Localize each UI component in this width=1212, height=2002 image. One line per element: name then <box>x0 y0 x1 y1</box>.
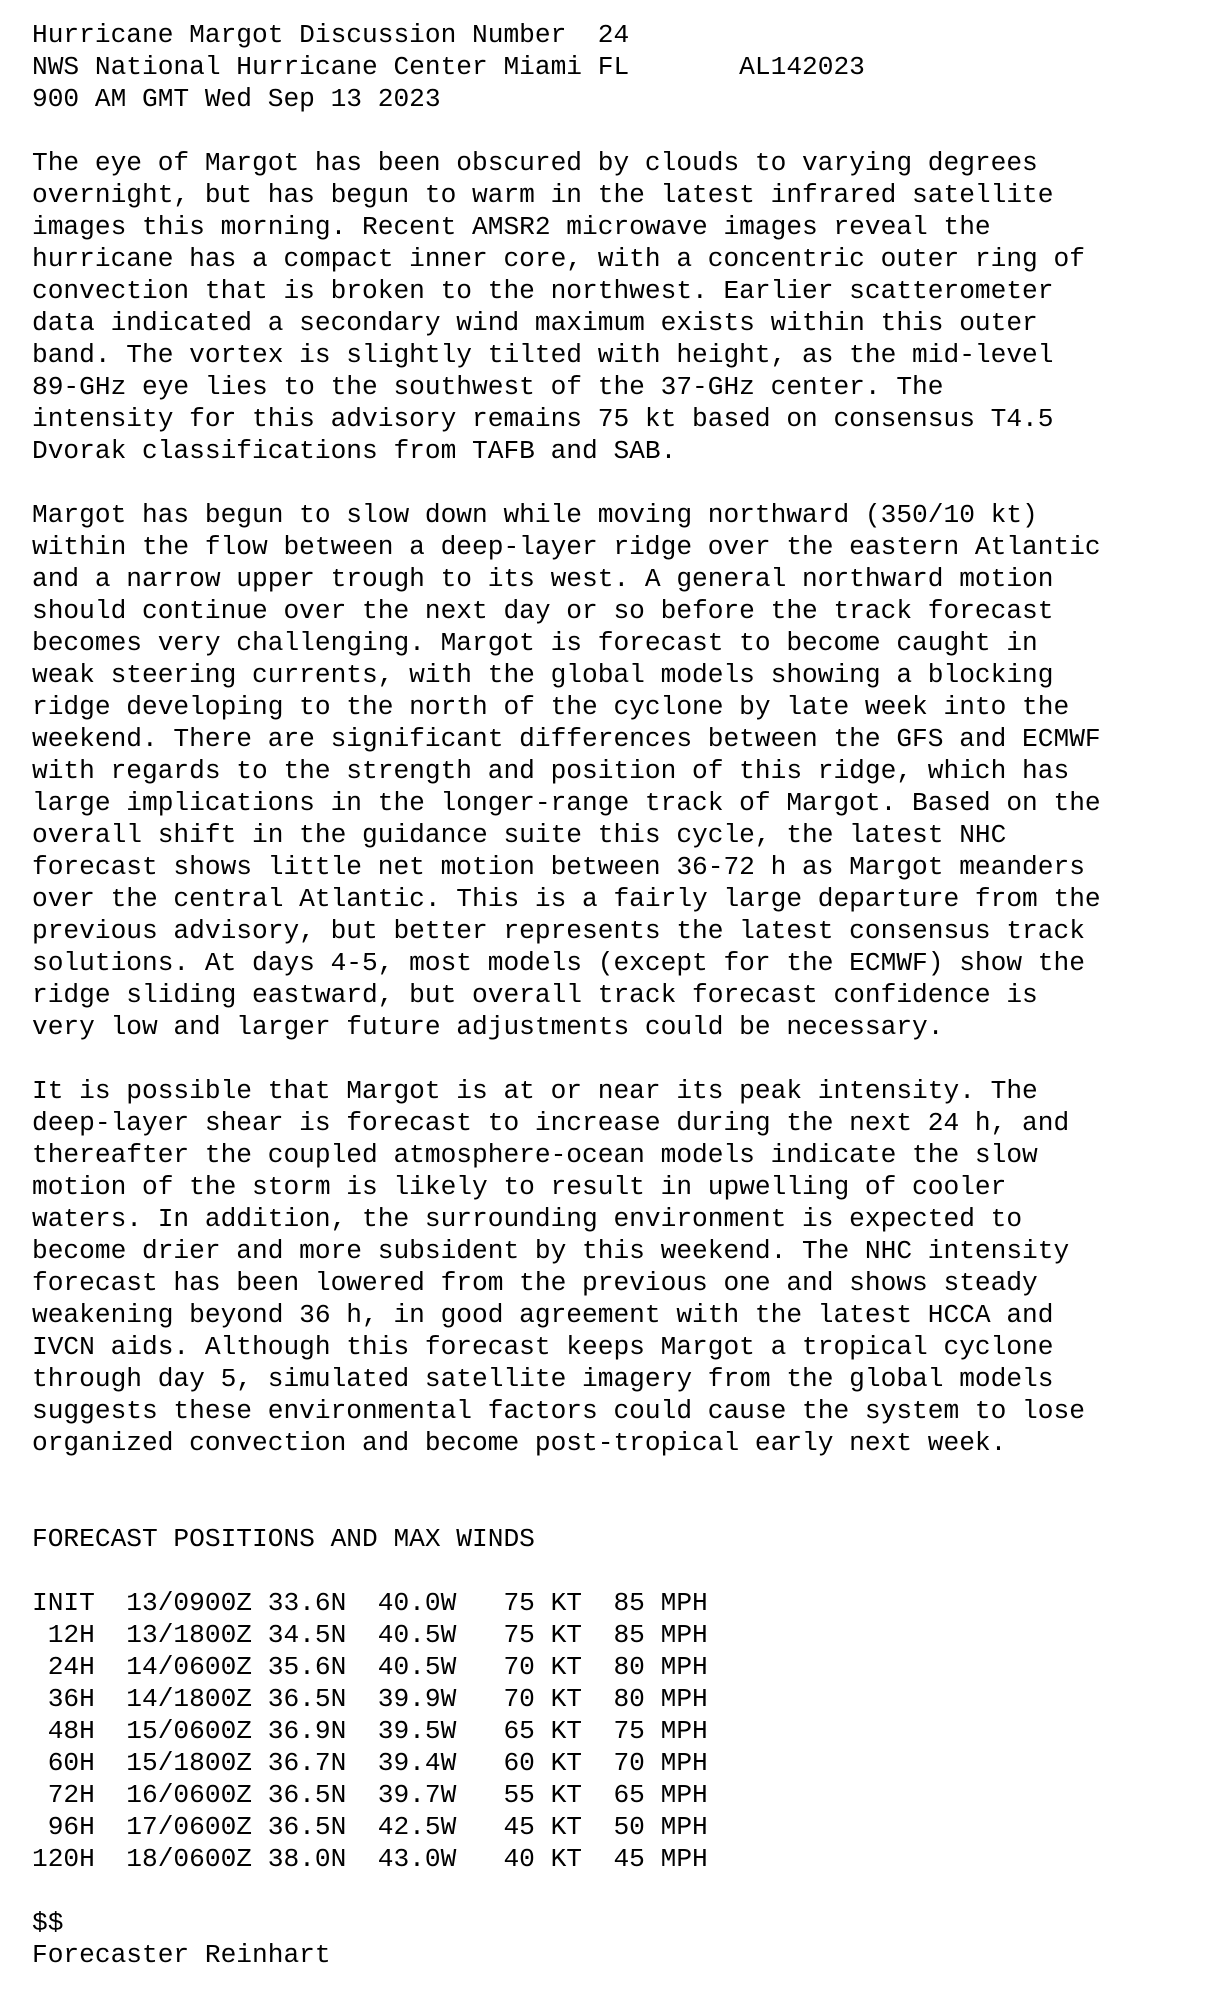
forecast-table <box>32 1587 1212 1875</box>
issuing-office: NWS National Hurricane Center Miami FL AL142023 <box>32 52 865 82</box>
spacer <box>32 115 1212 147</box>
text-line: ridge sliding eastward, but overall track forecast confidence is <box>32 980 1038 1010</box>
text-line: hurricane has a compact inner core, with a concentric outer ring of <box>32 244 1085 274</box>
forecast-row: 60H 15/1800Z 36.7N 39.4W 60 KT 70 MPH <box>32 1748 708 1778</box>
forecast-row: 24H 14/0600Z 35.6N 40.5W 70 KT 80 MPH <box>32 1652 708 1682</box>
text-line: through day 5, simulated satellite imagery from the global models <box>32 1364 1054 1394</box>
text-line: The eye of Margot has been obscured by clouds to varying degrees <box>32 148 1038 178</box>
text-line: within the flow between a deep-layer ridge over the eastern Atlantic <box>32 532 1101 562</box>
issue-time: 900 AM GMT Wed Sep 13 2023 <box>32 84 441 114</box>
text-line: with regards to the strength and position of this ridge, which has <box>32 756 1070 786</box>
product-terminator: $$ <box>32 1908 64 1938</box>
text-line: thereafter the coupled atmosphere-ocean models indicate the slow <box>32 1140 1038 1170</box>
forecast-row: 36H 14/1800Z 36.5N 39.9W 70 KT 80 MPH <box>32 1684 708 1714</box>
text-line: forecast has been lowered from the previous one and shows steady <box>32 1268 1038 1298</box>
text-line: overall shift in the guidance suite this cycle, the latest NHC <box>32 820 1007 850</box>
spacer <box>32 1043 1212 1075</box>
text-line: It is possible that Margot is at or near its peak intensity. The <box>32 1076 1038 1106</box>
paragraph-current-intensity <box>32 147 1212 467</box>
text-line: suggests these environmental factors could cause the system to lose <box>32 1396 1085 1426</box>
text-line: band. The vortex is slightly tilted with height, as the mid-level <box>32 340 1054 370</box>
text-line: motion of the storm is likely to result in upwelling of cooler <box>32 1172 1007 1202</box>
text-line: Margot has begun to slow down while moving northward (350/10 kt) <box>32 500 1038 530</box>
text-line: images this morning. Recent AMSR2 microwave images reveal the <box>32 212 991 242</box>
text-line: weakening beyond 36 h, in good agreement with the latest HCCA and <box>32 1300 1054 1330</box>
forecast-row: INIT 13/0900Z 33.6N 40.0W 75 KT 85 MPH <box>32 1588 708 1618</box>
text-line: 89-GHz eye lies to the southwest of the 37-GHz center. The <box>32 372 944 402</box>
forecast-row: 48H 15/0600Z 36.9N 39.5W 65 KT 75 MPH <box>32 1716 708 1746</box>
text-line: becomes very challenging. Margot is forecast to become caught in <box>32 628 1038 658</box>
text-line: large implications in the longer-range track of Margot. Based on the <box>32 788 1101 818</box>
forecast-heading: FORECAST POSITIONS AND MAX WINDS <box>32 1524 535 1554</box>
text-line: convection that is broken to the northwest. Earlier scatterometer <box>32 276 1054 306</box>
spacer <box>32 1459 1212 1491</box>
text-line: weak steering currents, with the global models showing a blocking <box>32 660 1054 690</box>
spacer <box>32 467 1212 499</box>
text-line: forecast shows little net motion between 36-72 h as Margot meanders <box>32 852 1085 882</box>
text-line: intensity for this advisory remains 75 kt based on consensus T4.5 <box>32 404 1054 434</box>
text-line: organized convection and become post-tropical early next week. <box>32 1428 1007 1458</box>
text-line: overnight, but has begun to warm in the latest infrared satellite <box>32 180 1054 210</box>
text-line: deep-layer shear is forecast to increase during the next 24 h, and <box>32 1108 1070 1138</box>
text-line: very low and larger future adjustments could be necessary. <box>32 1012 944 1042</box>
paragraph-intensity-forecast <box>32 1075 1212 1459</box>
spacer <box>32 1555 1212 1587</box>
forecaster-signature: Forecaster Reinhart <box>32 1940 331 1970</box>
text-line: IVCN aids. Although this forecast keeps Margot a tropical cyclone <box>32 1332 1054 1362</box>
discussion-title: Hurricane Margot Discussion Number 24 <box>32 20 630 50</box>
text-line: solutions. At days 4-5, most models (except for the ECMWF) show the <box>32 948 1085 978</box>
text-line: data indicated a secondary wind maximum exists within this outer <box>32 308 1038 338</box>
text-line: weekend. There are significant differences between the GFS and ECMWF <box>32 724 1101 754</box>
text-line: over the central Atlantic. This is a fairly large departure from the <box>32 884 1101 914</box>
text-line: Dvorak classifications from TAFB and SAB. <box>32 436 677 466</box>
text-line: previous advisory, but better represents the latest consensus track <box>32 916 1085 946</box>
paragraph-track-forecast <box>32 499 1212 1043</box>
text-line: and a narrow upper trough to its west. A general northward motion <box>32 564 1054 594</box>
forecast-row: 72H 16/0600Z 36.5N 39.7W 55 KT 65 MPH <box>32 1780 708 1810</box>
spacer <box>32 1491 1212 1523</box>
text-line: should continue over the next day or so before the track forecast <box>32 596 1054 626</box>
forecast-row: 96H 17/0600Z 36.5N 42.5W 45 KT 50 MPH <box>32 1812 708 1842</box>
forecast-row: 12H 13/1800Z 34.5N 40.5W 75 KT 85 MPH <box>32 1620 708 1650</box>
forecast-row: 120H 18/0600Z 38.0N 43.0W 40 KT 45 MPH <box>32 1844 708 1874</box>
text-line: ridge developing to the north of the cyclone by late week into the <box>32 692 1070 722</box>
spacer <box>32 1875 1212 1907</box>
text-line: become drier and more subsident by this weekend. The NHC intensity <box>32 1236 1070 1266</box>
text-line: waters. In addition, the surrounding environment is expected to <box>32 1204 1023 1234</box>
